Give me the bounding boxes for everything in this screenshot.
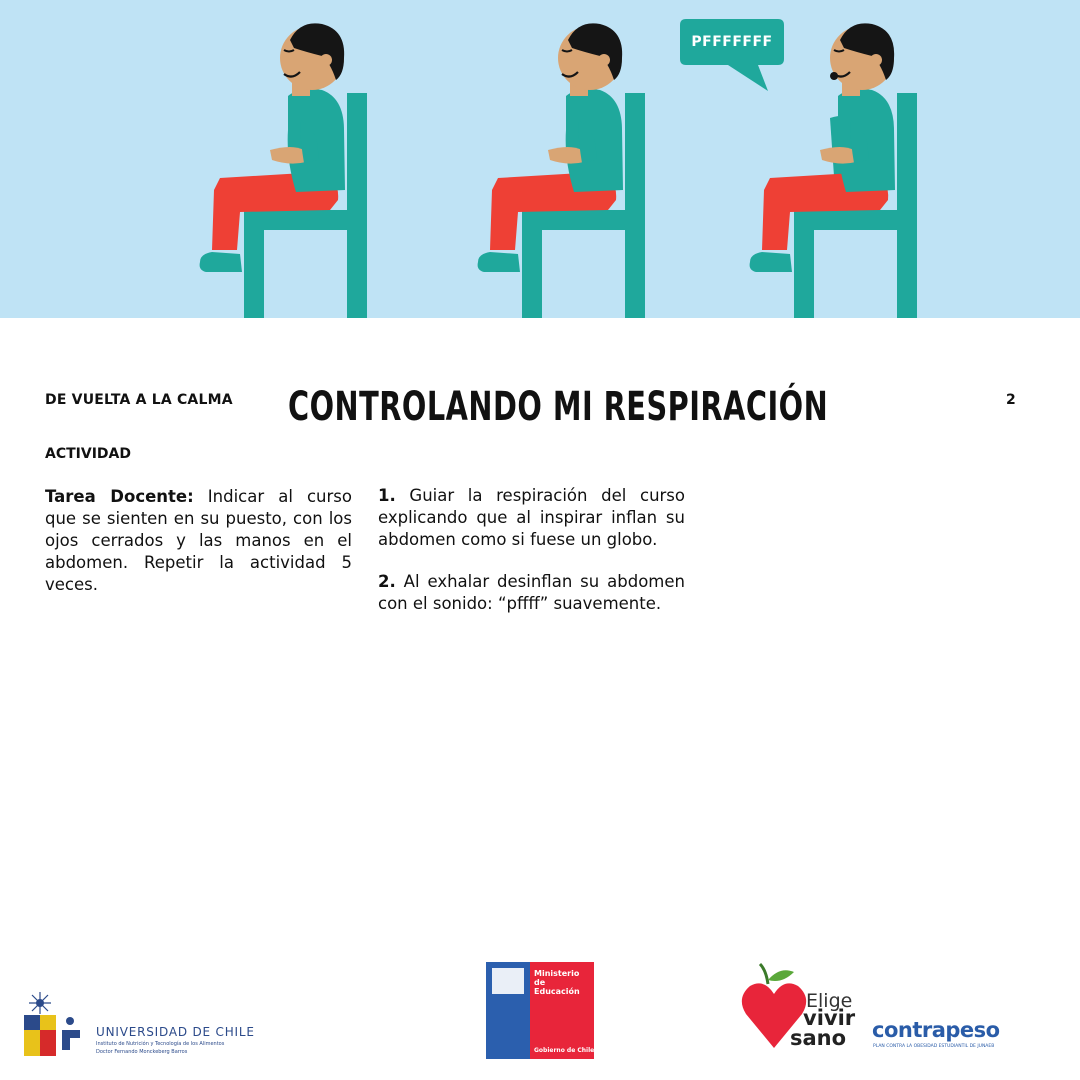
elige-text: Elige	[806, 990, 853, 1012]
step-1	[378, 485, 685, 551]
contrapeso-subtitle: PLAN CONTRA LA OBESIDAD ESTUDIANTIL DE JUNAEB	[873, 1044, 995, 1049]
activity-steps	[378, 485, 685, 615]
step-2-number: 2.	[378, 572, 396, 591]
breathing-children-illustration	[0, 0, 1080, 318]
step-1-text: Guiar la respiración del curso explicando que al inspirar inflan su abdomen como si fuese un globo.	[378, 486, 685, 549]
sano-text: sano	[790, 1026, 847, 1050]
step-2	[378, 571, 685, 615]
step-2-text: Al exhalar desinflan su abdomen con el sonido: “pffff” suavemente.	[378, 572, 685, 613]
gobierno-text: Gobierno de Chile	[534, 1047, 595, 1054]
illustration-banner	[0, 0, 1080, 318]
uchile-name: UNIVERSIDAD DE CHILE	[96, 1025, 255, 1039]
page-title: CONTROLANDO MI RESPIRACIÓN	[288, 384, 829, 430]
inta-line-2: Doctor Fernando Monckeberg Barros	[96, 1049, 188, 1055]
page-number: 2	[1006, 392, 1016, 408]
mineduc-name: Ministerio de Educación	[534, 969, 580, 996]
child-exhale	[750, 23, 917, 318]
teacher-task-label: Tarea Docente:	[45, 487, 194, 506]
activity-label: ACTIVIDAD	[45, 446, 131, 462]
vivir-text: vivir	[803, 1006, 856, 1030]
contrapeso-logo-text: contrapeso	[872, 1018, 1000, 1042]
section-label: DE VUELTA A LA CALMA	[45, 392, 233, 408]
speech-bubble-text: PFFFFFFF	[691, 34, 773, 50]
step-1-number: 1.	[378, 486, 396, 505]
child-hold	[478, 23, 874, 318]
teacher-task	[45, 486, 352, 596]
inta-line-1: Instituto de Nutrición y Tecnología de los Alimentos	[96, 1041, 225, 1047]
universidad-de-chile-logo	[24, 990, 94, 1058]
teacher-task-text: Indicar al curso que se sienten en su puesto, con los ojos cerrados y las manos en el abdomen. Repetir la actividad 5 veces.	[45, 487, 352, 594]
child-inhale	[200, 23, 367, 318]
